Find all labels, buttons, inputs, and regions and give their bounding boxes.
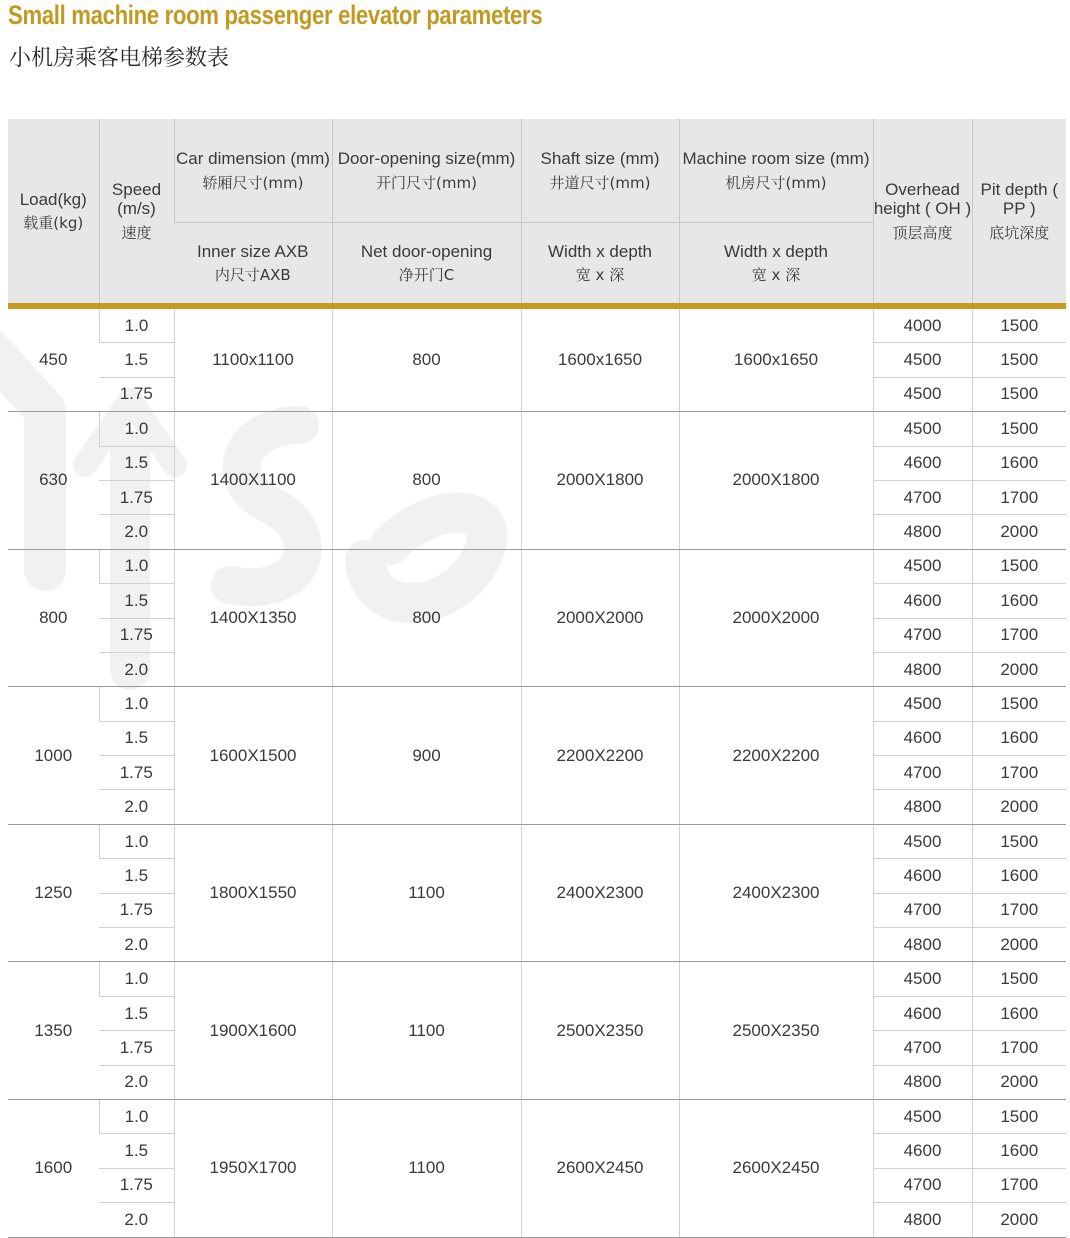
cell-overhead: 4500 [873,412,972,446]
cell-overhead: 4800 [873,928,972,962]
subheader-machine-wxd: Width x depth 宽 x 深 [679,223,873,307]
cell-speed: 1.5 [99,343,174,377]
cell-pit-depth: 1500 [972,687,1066,721]
cell-pit-depth: 2000 [972,652,1066,686]
header-pit-depth: Pit depth ( PP ) 底坑深度 [972,119,1066,306]
cell-speed: 1.5 [99,584,174,618]
cell-speed: 2.0 [99,1065,174,1099]
cell-overhead: 4500 [873,343,972,377]
cell-overhead: 4600 [873,584,972,618]
cell-speed: 1.75 [99,893,174,927]
cell-overhead: 4600 [873,859,972,893]
subheader-inner-size: Inner size AXB 内尺寸AXB [174,223,332,307]
page-title: Small machine room passenger elevator parameters [8,0,543,30]
cell-door-size: 1100 [332,1099,521,1237]
cell-pit-depth: 1500 [972,306,1066,343]
cell-pit-depth: 1700 [972,1168,1066,1202]
cell-overhead: 4800 [873,790,972,824]
cell-overhead: 4600 [873,446,972,480]
cell-door-size: 800 [332,412,521,550]
table-row [8,1099,1066,1133]
header-overhead: Overhead height ( OH ) 顶层高度 [873,119,972,306]
cell-speed: 1.0 [99,962,174,996]
cell-speed: 1.0 [99,1099,174,1133]
cell-speed: 1.75 [99,480,174,514]
header-shaft-size: Shaft size (mm) 井道尺寸(mm) [521,119,679,223]
cell-load: 1600 [8,1099,99,1237]
cell-pit-depth: 1700 [972,618,1066,652]
cell-overhead: 4600 [873,1134,972,1168]
cell-load: 1350 [8,962,99,1100]
header-machine-room: Machine room size (mm) 机房尺寸(mm) [679,119,873,223]
subheader-shaft-wxd: Width x depth 宽 x 深 [521,223,679,307]
cell-car-size: 1900X1600 [174,962,332,1100]
cell-overhead: 4600 [873,996,972,1030]
cell-speed: 2.0 [99,790,174,824]
cell-speed: 1.0 [99,412,174,446]
cell-pit-depth: 1700 [972,1031,1066,1065]
cell-pit-depth: 2000 [972,1203,1066,1237]
cell-overhead: 4500 [873,549,972,583]
cell-overhead: 4500 [873,377,972,411]
cell-pit-depth: 1500 [972,1099,1066,1133]
cell-speed: 1.75 [99,756,174,790]
elevator-parameters-table [8,119,1066,1238]
cell-load: 450 [8,306,99,412]
cell-speed: 1.75 [99,1031,174,1065]
cell-pit-depth: 1500 [972,824,1066,858]
cell-overhead: 4800 [873,652,972,686]
cell-speed: 1.0 [99,306,174,343]
cell-pit-depth: 1600 [972,584,1066,618]
cell-machine-room-size: 2200X2200 [679,687,873,825]
cell-machine-room-size: 1600x1650 [679,306,873,412]
cell-pit-depth: 1500 [972,412,1066,446]
cell-car-size: 1950X1700 [174,1099,332,1237]
cell-door-size: 1100 [332,962,521,1100]
cell-car-size: 1600X1500 [174,687,332,825]
cell-speed: 1.5 [99,996,174,1030]
cell-overhead: 4500 [873,1099,972,1133]
table-row [8,412,1066,446]
cell-car-size: 1400X1100 [174,412,332,550]
table-row [8,962,1066,996]
table-row [8,824,1066,858]
cell-pit-depth: 1600 [972,1134,1066,1168]
cell-overhead: 4600 [873,721,972,755]
cell-car-size: 1100x1100 [174,306,332,412]
cell-speed: 1.75 [99,377,174,411]
cell-pit-depth: 1500 [972,343,1066,377]
cell-overhead: 4800 [873,1065,972,1099]
cell-overhead: 4500 [873,824,972,858]
cell-pit-depth: 2000 [972,790,1066,824]
cell-door-size: 800 [332,306,521,412]
cell-overhead: 4800 [873,515,972,549]
cell-speed: 1.5 [99,859,174,893]
cell-pit-depth: 2000 [972,928,1066,962]
cell-shaft-size: 2500X2350 [521,962,679,1100]
cell-pit-depth: 2000 [972,515,1066,549]
header-load: Load(kg) 载重(kg) [8,119,99,306]
cell-car-size: 1800X1550 [174,824,332,962]
cell-pit-depth: 1600 [972,996,1066,1030]
cell-overhead: 4700 [873,618,972,652]
cell-overhead: 4500 [873,687,972,721]
cell-overhead: 4700 [873,1031,972,1065]
cell-machine-room-size: 2000X2000 [679,549,873,687]
subheader-net-door: Net door-opening 净开门C [332,223,521,307]
cell-pit-depth: 1700 [972,893,1066,927]
cell-speed: 2.0 [99,928,174,962]
header-car-dimension: Car dimension (mm) 轿厢尺寸(mm) [174,119,332,223]
page-subtitle: 小机房乘客电梯参数表 [9,46,230,71]
cell-load: 1000 [8,687,99,825]
cell-overhead: 4500 [873,962,972,996]
cell-pit-depth: 1600 [972,721,1066,755]
cell-machine-room-size: 2000X1800 [679,412,873,550]
cell-door-size: 1100 [332,824,521,962]
cell-door-size: 800 [332,549,521,687]
cell-speed: 2.0 [99,1203,174,1237]
cell-load: 1250 [8,824,99,962]
cell-pit-depth: 1600 [972,859,1066,893]
cell-speed: 2.0 [99,652,174,686]
cell-speed: 1.5 [99,446,174,480]
cell-shaft-size: 2400X2300 [521,824,679,962]
cell-pit-depth: 2000 [972,1065,1066,1099]
cell-shaft-size: 2600X2450 [521,1099,679,1237]
cell-speed: 2.0 [99,515,174,549]
table-row [8,306,1066,343]
cell-door-size: 900 [332,687,521,825]
cell-car-size: 1400X1350 [174,549,332,687]
cell-overhead: 4700 [873,756,972,790]
cell-shaft-size: 2200X2200 [521,687,679,825]
cell-speed: 1.0 [99,687,174,721]
cell-overhead: 4000 [873,306,972,343]
cell-load: 630 [8,412,99,550]
cell-speed: 1.5 [99,721,174,755]
table-body [8,306,1066,1237]
cell-overhead: 4700 [873,1168,972,1202]
cell-machine-room-size: 2400X2300 [679,824,873,962]
cell-shaft-size: 1600x1650 [521,306,679,412]
cell-pit-depth: 1600 [972,446,1066,480]
cell-pit-depth: 1500 [972,377,1066,411]
cell-speed: 1.75 [99,1168,174,1202]
table-row [8,549,1066,583]
cell-speed: 1.75 [99,618,174,652]
cell-machine-room-size: 2500X2350 [679,962,873,1100]
header-door-opening: Door-opening size(mm) 开门尺寸(mm) [332,119,521,223]
header-speed: Speed (m/s) 速度 [99,119,174,306]
cell-overhead: 4700 [873,480,972,514]
cell-overhead: 4800 [873,1203,972,1237]
cell-pit-depth: 1700 [972,480,1066,514]
table-row [8,687,1066,721]
cell-pit-depth: 1700 [972,756,1066,790]
cell-shaft-size: 2000X1800 [521,412,679,550]
cell-speed: 1.0 [99,549,174,583]
cell-pit-depth: 1500 [972,549,1066,583]
cell-pit-depth: 1500 [972,962,1066,996]
cell-speed: 1.5 [99,1134,174,1168]
cell-machine-room-size: 2600X2450 [679,1099,873,1237]
cell-load: 800 [8,549,99,687]
cell-shaft-size: 2000X2000 [521,549,679,687]
cell-overhead: 4700 [873,893,972,927]
cell-speed: 1.0 [99,824,174,858]
